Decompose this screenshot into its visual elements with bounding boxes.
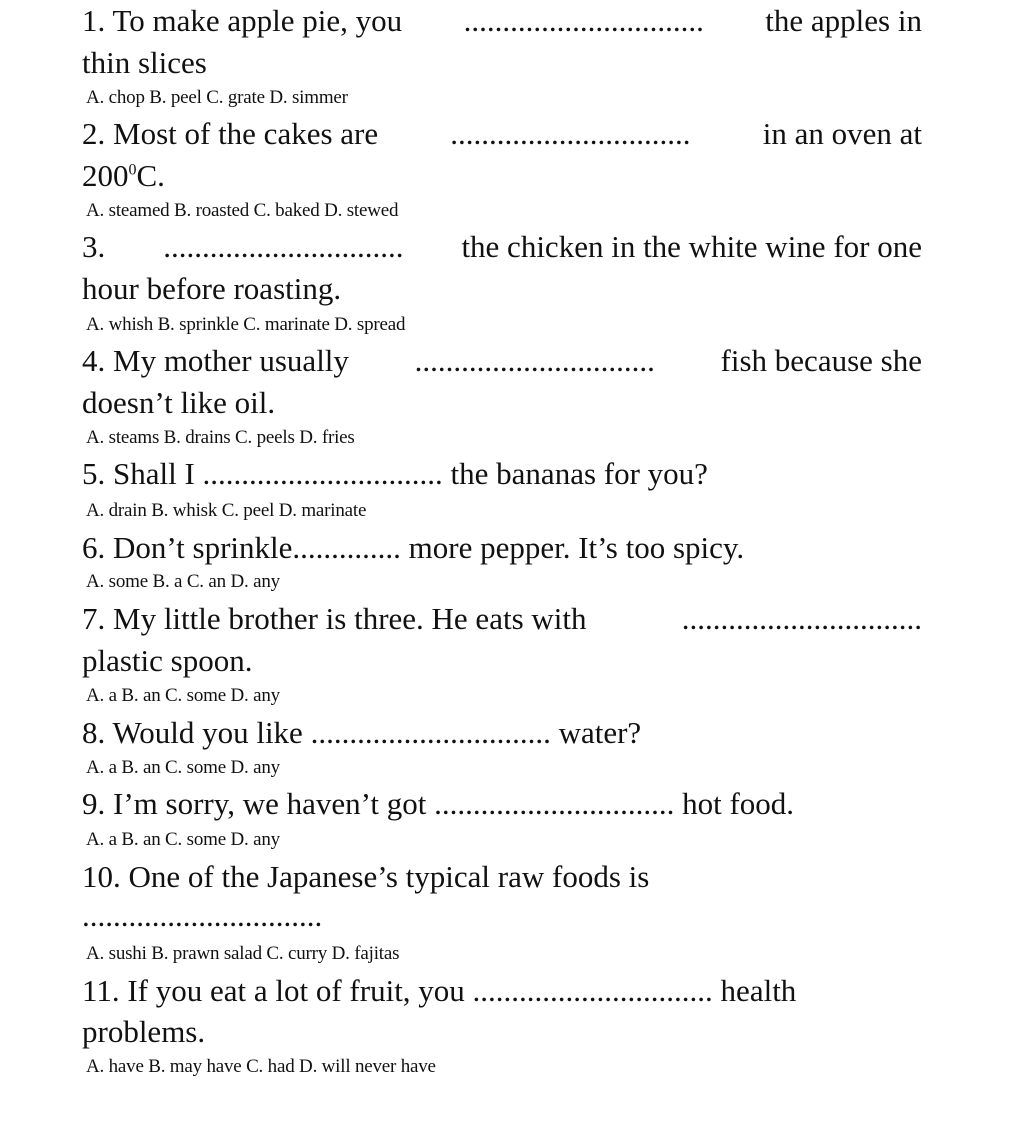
question-4-line-2: doesn’t like oil. bbox=[82, 385, 276, 420]
question-2-line-2 bbox=[82, 155, 165, 197]
q3-text-a: 3. bbox=[82, 229, 106, 264]
question-11-line-2: problems. bbox=[82, 1014, 206, 1049]
q2-text-b: in an oven at bbox=[762, 116, 922, 151]
question-7-options: A. a B. an C. some D. any bbox=[86, 685, 280, 706]
question-4-options: A. steams B. drains C. peels D. fries bbox=[86, 427, 355, 448]
q3-blank: ............................... bbox=[163, 229, 404, 264]
question-5-options: A. drain B. whisk C. peel D. marinate bbox=[86, 500, 367, 521]
question-1-line-2: thin slices bbox=[82, 45, 207, 80]
question-6-options: A. some B. a C. an D. any bbox=[86, 571, 280, 592]
question-6-line-1: 6. Don’t sprinkle.............. more pepper. It’s too spicy. bbox=[82, 530, 745, 565]
question-11-line-1: 11. If you eat a lot of fruit, you ............................... health bbox=[82, 973, 797, 1008]
question-3-line-2: hour before roasting. bbox=[82, 271, 342, 306]
q4-text-a: 4. My mother usually bbox=[82, 343, 349, 378]
question-7-line-1 bbox=[82, 598, 922, 640]
question-9-options: A. a B. an C. some D. any bbox=[86, 829, 280, 850]
q7-text-a: 7. My little brother is three. He eats with bbox=[82, 601, 587, 636]
q2-degree-superscript: 0 bbox=[128, 161, 137, 179]
question-1-line-1 bbox=[82, 0, 922, 42]
question-11-options: A. have B. may have C. had D. will never have bbox=[86, 1056, 436, 1077]
question-10-line-1: 10. One of the Japanese’s typical raw foods is bbox=[82, 859, 650, 894]
question-1-options: A. chop B. peel C. grate D. simmer bbox=[86, 87, 348, 108]
q2-temperature-unit: C. bbox=[136, 158, 165, 193]
q2-temperature-number: 200 bbox=[82, 158, 129, 193]
q3-text-b: the chicken in the white wine for one bbox=[461, 229, 922, 264]
q1-text-b: the apples in bbox=[765, 3, 922, 38]
question-5-line-1: 5. Shall I ............................... the bananas for you? bbox=[82, 456, 708, 491]
question-9-line-1: 9. I’m sorry, we haven’t got ............................... hot food. bbox=[82, 786, 795, 821]
question-8-line-1: 8. Would you like ............................... water? bbox=[82, 715, 642, 750]
question-10-line-2: ............................... bbox=[82, 898, 323, 933]
q1-text-a: 1. To make apple pie, you bbox=[82, 3, 403, 38]
question-2-line-1 bbox=[82, 113, 922, 155]
q1-blank: ............................... bbox=[463, 3, 704, 38]
q2-blank: ............................... bbox=[450, 116, 691, 151]
q4-blank: ............................... bbox=[414, 343, 655, 378]
question-3-options: A. whish B. sprinkle C. marinate D. spread bbox=[86, 314, 406, 335]
question-2-options: A. steamed B. roasted C. baked D. stewed bbox=[86, 200, 399, 221]
question-7-line-2: plastic spoon. bbox=[82, 643, 253, 678]
question-4-line-1 bbox=[82, 340, 922, 382]
q2-text-a: 2. Most of the cakes are bbox=[82, 116, 379, 151]
question-3-line-1 bbox=[82, 226, 922, 268]
q7-blank: ............................... bbox=[681, 601, 922, 636]
question-8-options: A. a B. an C. some D. any bbox=[86, 757, 280, 778]
question-10-options: A. sushi B. prawn salad C. curry D. fajitas bbox=[86, 943, 400, 964]
q4-text-b: fish because she bbox=[720, 343, 922, 378]
